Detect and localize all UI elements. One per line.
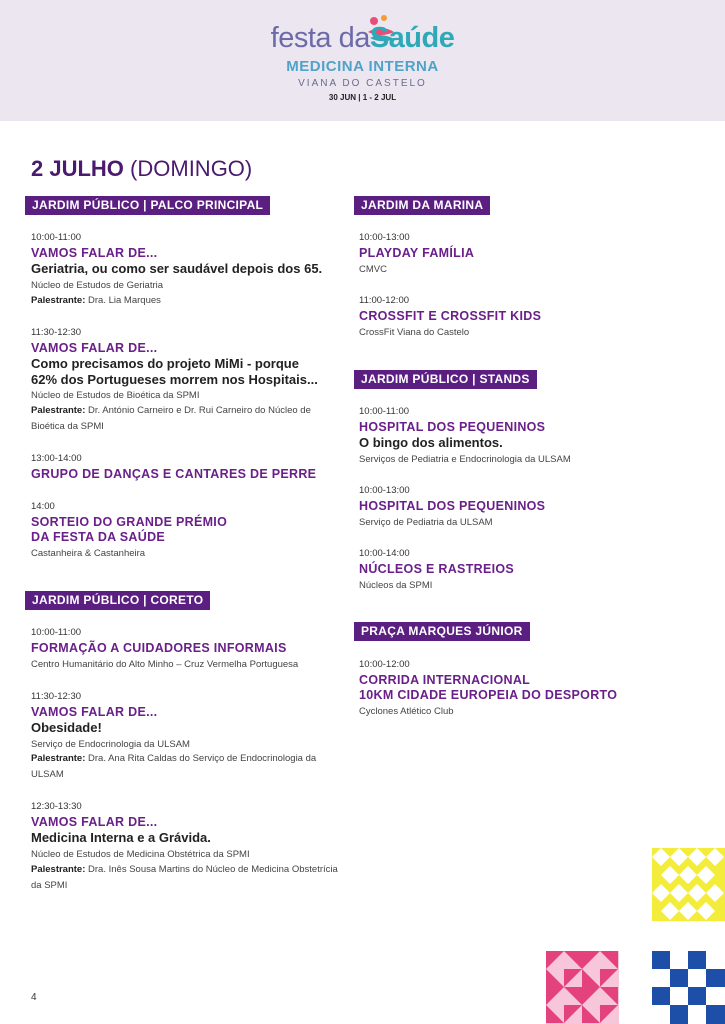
event-time: 13:00-14:00 bbox=[31, 453, 82, 464]
event-title: VAMOS FALAR DE... bbox=[31, 705, 158, 719]
event-time: 10:00-11:00 bbox=[31, 627, 82, 638]
day-title-date: 2 JULHO bbox=[31, 156, 124, 181]
speaker-label: Palestrante: bbox=[31, 405, 86, 416]
event-time: 11:00-12:00 bbox=[359, 295, 410, 306]
event-time: 11:30-12:30 bbox=[31, 691, 82, 702]
event-subtitle: Obesidade! bbox=[31, 720, 102, 735]
event-organizer: Castanheira & Castanheira bbox=[31, 548, 146, 559]
event-title: HOSPITAL DOS PEQUENINOS bbox=[359, 499, 546, 513]
page-number: 4 bbox=[31, 992, 37, 1003]
event-title: GRUPO DE DANÇAS E CANTARES DE PERRE bbox=[31, 467, 317, 481]
event-title: VAMOS FALAR DE... bbox=[31, 246, 158, 260]
brand-dates: 30 JUN | 1 - 2 JUL bbox=[328, 93, 397, 102]
brand-subtitle: MEDICINA INTERNA bbox=[286, 58, 439, 75]
event-title: 10KM CIDADE EUROPEIA DO DESPORTO bbox=[359, 688, 618, 702]
speaker-name: Dra. Inês Sousa Martins do Núcleo de Medicina Obstetrícia da SPMI bbox=[31, 864, 338, 891]
event-time: 14:00 bbox=[31, 501, 55, 512]
event-organizer: Serviço de Pediatria da ULSAM bbox=[359, 517, 493, 528]
event-speaker bbox=[31, 293, 341, 309]
event-organizer: Centro Humanitário do Alto Minho – Cruz Vermelha Portuguesa bbox=[31, 659, 299, 670]
speaker-label: Palestrante: bbox=[31, 753, 86, 764]
event-organizer: Núcleo de Estudos de Bioética da SPMI bbox=[31, 390, 200, 401]
speaker-label: Palestrante: bbox=[31, 295, 86, 306]
event-speaker bbox=[31, 751, 341, 783]
brand-light: festa da bbox=[270, 22, 370, 54]
page-header bbox=[0, 0, 725, 121]
event-title: PLAYDAY FAMÍLIA bbox=[359, 246, 475, 260]
event-time: 10:00-11:00 bbox=[31, 232, 82, 243]
section-header-coreto: JARDIM PÚBLICO | CORETO bbox=[25, 591, 210, 610]
pink-triangle-pattern-icon bbox=[546, 951, 619, 1024]
day-title bbox=[31, 156, 252, 182]
event-organizer: Cyclones Atlético Club bbox=[359, 706, 454, 717]
section-header-stands: JARDIM PÚBLICO | STANDS bbox=[354, 370, 537, 389]
speaker-label: Palestrante: bbox=[31, 864, 86, 875]
event-organizer: Serviços de Pediatria e Endocrinologia da ULSAM bbox=[359, 454, 571, 465]
event-time: 10:00-12:00 bbox=[359, 659, 410, 670]
event-organizer: Núcleo de Estudos de Medicina Obstétrica da SPMI bbox=[31, 849, 250, 860]
event-subtitle: Como precisamos do projeto MiMi - porque bbox=[31, 356, 299, 371]
speaker-name: Dra. Ana Rita Caldas do Serviço de Endocrinologia da ULSAM bbox=[31, 753, 317, 780]
event-subtitle: 62% dos Portugueses morrem nos Hospitais... bbox=[31, 372, 318, 387]
day-title-weekday: (DOMINGO) bbox=[130, 156, 253, 181]
event-title: CROSSFIT E CROSSFIT KIDS bbox=[359, 309, 542, 323]
event-time: 10:00-13:00 bbox=[359, 485, 410, 496]
event-speaker bbox=[31, 862, 341, 894]
event-time: 10:00-13:00 bbox=[359, 232, 410, 243]
event-organizer: Núcleo de Estudos de Geriatria bbox=[31, 280, 164, 291]
event-title: DA FESTA DA SAÚDE bbox=[31, 530, 166, 544]
event-time: 11:30-12:30 bbox=[31, 327, 82, 338]
event-title: HOSPITAL DOS PEQUENINOS bbox=[359, 420, 546, 434]
event-title: VAMOS FALAR DE... bbox=[31, 341, 158, 355]
blue-checker-pattern-icon bbox=[652, 951, 725, 1024]
section-header-praca-marques-junior: PRAÇA MARQUES JÚNIOR bbox=[354, 622, 530, 641]
brand-title bbox=[0, 22, 725, 55]
speaker-name: Dr. António Carneiro e Dr. Rui Carneiro do Núcleo de Bioética da SPMI bbox=[31, 405, 311, 432]
event-title: SORTEIO DO GRANDE PRÉMIO bbox=[31, 515, 228, 529]
event-speaker bbox=[31, 403, 341, 435]
event-subtitle: Medicina Interna e a Grávida. bbox=[31, 830, 211, 845]
brand-strong: Saúde bbox=[369, 22, 455, 54]
speaker-name: Dra. Lia Marques bbox=[88, 295, 161, 306]
event-organizer: CMVC bbox=[359, 264, 387, 275]
event-organizer: Serviço de Endocrinologia da ULSAM bbox=[31, 739, 190, 750]
brand-city: VIANA DO CASTELO bbox=[298, 78, 427, 89]
yellow-diamond-pattern-icon bbox=[652, 848, 725, 921]
event-time: 10:00-11:00 bbox=[359, 406, 410, 417]
event-organizer: CrossFit Viana do Castelo bbox=[359, 327, 470, 338]
section-header-palco-principal: JARDIM PÚBLICO | PALCO PRINCIPAL bbox=[25, 196, 270, 215]
section-header-jardim-marina: JARDIM DA MARINA bbox=[354, 196, 490, 215]
event-title: FORMAÇÃO A CUIDADORES INFORMAIS bbox=[31, 641, 287, 655]
event-subtitle: O bingo dos alimentos. bbox=[359, 435, 503, 450]
event-title: NÚCLEOS E RASTREIOS bbox=[359, 562, 515, 576]
event-subtitle: Geriatria, ou como ser saudável depois dos 65. bbox=[31, 261, 323, 276]
event-time: 12:30-13:30 bbox=[31, 801, 82, 812]
event-time: 10:00-14:00 bbox=[359, 548, 410, 559]
event-title: CORRIDA INTERNACIONAL bbox=[359, 673, 531, 687]
event-organizer: Núcleos da SPMI bbox=[359, 580, 433, 591]
event-title: VAMOS FALAR DE... bbox=[31, 815, 158, 829]
